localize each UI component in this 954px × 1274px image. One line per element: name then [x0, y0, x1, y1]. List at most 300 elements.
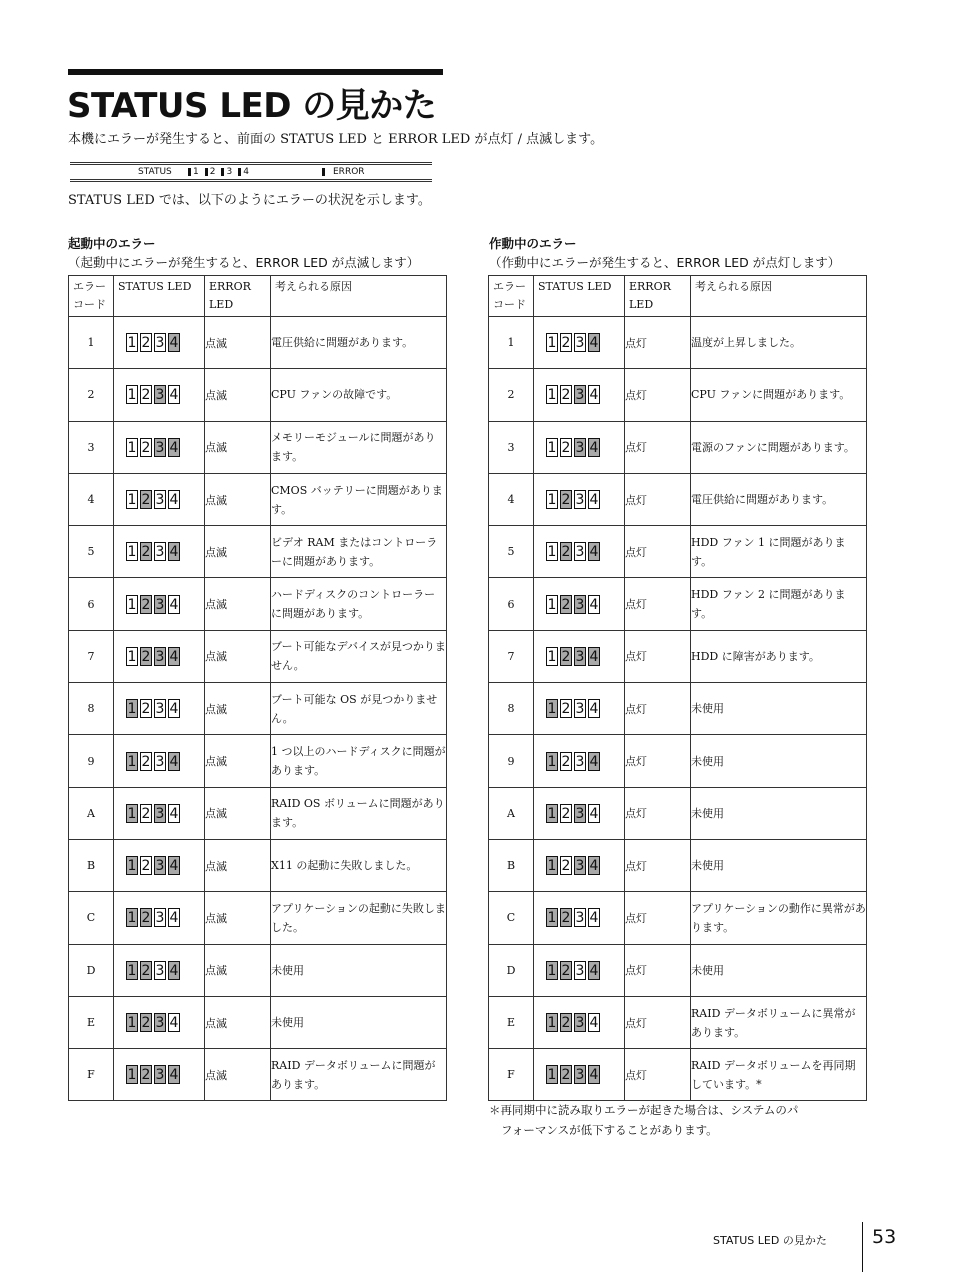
header-code: エラー コード	[69, 276, 114, 317]
led-1-on: 1	[127, 753, 137, 770]
led-4-on: 4	[589, 753, 599, 770]
error-led-state: 点滅	[205, 839, 271, 891]
led-set	[546, 804, 624, 823]
error-led-state: 点滅	[205, 892, 271, 944]
panel-status-label: STATUS	[138, 167, 172, 177]
led-set	[126, 961, 204, 980]
error-code: 4	[69, 473, 114, 525]
error-led-state: 点灯	[625, 839, 691, 891]
error-cause: メモリーモジュールに問題があります。	[271, 421, 447, 473]
led-3-off: 3	[575, 701, 585, 718]
status-led-pattern	[114, 944, 205, 996]
panel-led-4: 4	[238, 167, 249, 177]
header-cause: 考えられる原因	[271, 276, 447, 317]
header-code: エラー コード	[489, 276, 534, 317]
led-1-off: 1	[127, 544, 137, 561]
led-1-off: 1	[547, 439, 557, 456]
status-led-pattern	[114, 839, 205, 891]
led-1-on: 1	[127, 962, 137, 979]
led-4-off: 4	[169, 492, 179, 509]
table-row	[69, 735, 447, 787]
led-4-on: 4	[169, 544, 179, 561]
error-cause: HDD ファン 2 に問題があります。	[691, 578, 867, 630]
panel-led-3: 3	[221, 167, 232, 177]
panel-error-label: ERROR	[333, 167, 365, 177]
error-led-state: 点灯	[625, 735, 691, 787]
led-3-off: 3	[155, 962, 165, 979]
led-set	[126, 385, 204, 404]
title-rule	[68, 69, 443, 75]
table-row	[489, 473, 867, 525]
led-set	[126, 752, 204, 771]
error-cause: 未使用	[691, 735, 867, 787]
led-set	[546, 595, 624, 614]
error-cause: RAID OS ボリュームに問題があります。	[271, 787, 447, 839]
table-row	[69, 369, 447, 421]
error-code: 9	[69, 735, 114, 787]
led-4-on: 4	[589, 962, 599, 979]
led-2-off: 2	[561, 858, 571, 875]
led-1-on: 1	[547, 962, 557, 979]
led-1-off: 1	[127, 335, 137, 352]
header-error-led: ERROR LED	[625, 276, 691, 317]
error-code: 3	[489, 421, 534, 473]
error-cause: RAID データボリュームに異常があります。	[691, 996, 867, 1048]
panel-led-2: 2	[205, 167, 216, 177]
table-row	[69, 944, 447, 996]
table-row	[489, 944, 867, 996]
led-set	[126, 333, 204, 352]
panel-led-group	[188, 167, 249, 177]
status-led-pattern	[114, 892, 205, 944]
led-2-off: 2	[141, 701, 151, 718]
led-3-on: 3	[155, 596, 165, 613]
led-4-on: 4	[589, 544, 599, 561]
led-2-off: 2	[141, 387, 151, 404]
led-4-off: 4	[169, 805, 179, 822]
table-row	[69, 892, 447, 944]
led-3-on: 3	[155, 858, 165, 875]
error-led-state: 点滅	[205, 787, 271, 839]
led-1-on: 1	[547, 753, 557, 770]
led-1-off: 1	[127, 596, 137, 613]
table-row	[489, 421, 867, 473]
led-1-off: 1	[547, 387, 557, 404]
status-led-pattern	[114, 683, 205, 735]
led-1-on: 1	[547, 701, 557, 718]
error-cause: CPU ファンに問題があります。	[691, 369, 867, 421]
led-set	[126, 804, 204, 823]
run-error-table	[488, 275, 867, 1101]
led-set	[126, 699, 204, 718]
header-status-led: STATUS LED	[534, 276, 625, 317]
led-1-on: 1	[547, 1015, 557, 1031]
led-4-off: 4	[169, 910, 179, 927]
led-set	[546, 333, 624, 352]
led-4-off: 4	[169, 701, 179, 718]
error-cause: 未使用	[691, 944, 867, 996]
error-code: 8	[69, 683, 114, 735]
led-2-on: 2	[561, 492, 571, 509]
table-row	[489, 369, 867, 421]
error-code: E	[69, 996, 114, 1048]
led-4-on: 4	[589, 1067, 599, 1084]
led-2-on: 2	[141, 544, 151, 561]
error-led-state: 点滅	[205, 1049, 271, 1101]
table-row	[69, 1049, 447, 1101]
error-led-state: 点灯	[625, 944, 691, 996]
table-row	[69, 578, 447, 630]
led-3-on: 3	[575, 1067, 585, 1084]
error-cause: ブート可能な OS が見つかりません。	[271, 683, 447, 735]
led-4-on: 4	[589, 858, 599, 875]
run-section-subtitle: （作動中にエラーが発生すると、ERROR LED が点灯します）	[489, 255, 841, 270]
table-row	[489, 578, 867, 630]
led-3-off: 3	[155, 910, 165, 927]
error-led-state: 点灯	[625, 892, 691, 944]
status-led-pattern	[534, 421, 625, 473]
error-code: B	[489, 839, 534, 891]
error-cause: CPU ファンの故障です。	[271, 369, 447, 421]
header-error-led: ERROR LED	[205, 276, 271, 317]
led-4-on: 4	[589, 439, 599, 456]
error-code: 7	[69, 630, 114, 682]
led-set	[546, 961, 624, 980]
status-led-pattern	[534, 683, 625, 735]
led-3-off: 3	[575, 544, 585, 561]
table-row	[489, 996, 867, 1048]
led-set	[126, 647, 204, 666]
led-2-off: 2	[561, 387, 571, 404]
led-2-off: 2	[141, 335, 151, 352]
led-set	[546, 542, 624, 561]
led-1-on: 1	[127, 1067, 137, 1084]
table-header-row	[69, 276, 447, 317]
led-1-on: 1	[547, 1067, 557, 1084]
status-led-pattern	[534, 473, 625, 525]
led-3-off: 3	[575, 335, 585, 352]
led-2-on: 2	[141, 648, 151, 665]
error-cause: ビデオ RAM またはコントローラーに問題があります。	[271, 526, 447, 578]
status-led-pattern	[114, 1049, 205, 1101]
led-1-off: 1	[547, 544, 557, 561]
error-cause: 温度が上昇しました。	[691, 317, 867, 369]
table-row	[489, 735, 867, 787]
error-cause: RAID データボリュームに問題があります。	[271, 1049, 447, 1101]
led-mark-icon	[221, 168, 224, 176]
boot-section-title: 起動中のエラー	[68, 236, 156, 251]
table-row	[69, 787, 447, 839]
error-led-state: 点滅	[205, 735, 271, 787]
error-led-state: 点灯	[625, 683, 691, 735]
error-code: 1	[489, 317, 534, 369]
led-2-off: 2	[561, 701, 571, 718]
error-cause: 未使用	[691, 787, 867, 839]
error-led-state: 点灯	[625, 996, 691, 1048]
led-1-off: 1	[547, 492, 557, 509]
status-led-pattern	[114, 578, 205, 630]
error-led-state: 点滅	[205, 317, 271, 369]
led-set	[546, 647, 624, 666]
error-cause: 電圧供給に問題があります。	[271, 317, 447, 369]
error-code: D	[69, 944, 114, 996]
error-cause: アプリケーションの動作に異常があります。	[691, 892, 867, 944]
error-code: 5	[69, 526, 114, 578]
error-code: 6	[69, 578, 114, 630]
error-cause: ブート可能なデバイスが見つかりません。	[271, 630, 447, 682]
status-led-pattern	[114, 317, 205, 369]
error-cause: 1 つ以上のハードディスクに問題があります。	[271, 735, 447, 787]
led-1-on: 1	[127, 701, 137, 718]
led-1-off: 1	[127, 439, 137, 456]
table-row	[489, 317, 867, 369]
status-led-pattern	[114, 735, 205, 787]
status-led-pattern	[534, 526, 625, 578]
led-1-on: 1	[127, 805, 137, 822]
led-2-on: 2	[561, 962, 571, 979]
led-mark-icon	[188, 168, 191, 176]
error-cause: HDD に障害があります。	[691, 630, 867, 682]
led-4-off: 4	[589, 596, 599, 613]
error-led-state: 点滅	[205, 369, 271, 421]
led-2-off: 2	[141, 805, 151, 822]
error-code: 3	[69, 421, 114, 473]
led-set	[546, 438, 624, 457]
led-3-off: 3	[155, 492, 165, 509]
led-3-on: 3	[155, 648, 165, 665]
led-3-on: 3	[155, 1015, 165, 1031]
led-set	[126, 595, 204, 614]
footer-section-label: STATUS LED の見かた	[713, 1234, 827, 1247]
error-cause: 未使用	[691, 683, 867, 735]
led-2-off: 2	[141, 753, 151, 770]
error-code: B	[69, 839, 114, 891]
error-cause: アプリケーションの起動に失敗しました。	[271, 892, 447, 944]
led-2-on: 2	[561, 648, 571, 665]
led-3-off: 3	[575, 492, 585, 509]
table-row	[489, 892, 867, 944]
error-code: 2	[489, 369, 534, 421]
led-4-on: 4	[169, 648, 179, 665]
led-1-on: 1	[547, 910, 557, 927]
led-4-off: 4	[169, 1015, 179, 1031]
status-led-pattern	[114, 369, 205, 421]
led-4-on: 4	[169, 1067, 179, 1084]
error-led-state: 点灯	[625, 317, 691, 369]
footnote: ＊再同期中に読み取りエラーが起きた場合は、システムのパ フォーマンスが低下することがあります。	[489, 1103, 799, 1137]
led-2-on: 2	[561, 1015, 571, 1031]
led-4-off: 4	[169, 387, 179, 404]
table-row	[69, 839, 447, 891]
table-row	[69, 526, 447, 578]
page-title: STATUS LED の見かた	[67, 86, 437, 126]
error-led-state: 点灯	[625, 526, 691, 578]
led-set	[546, 856, 624, 875]
error-led-state: 点滅	[205, 526, 271, 578]
led-4-off: 4	[589, 492, 599, 509]
error-code: 8	[489, 683, 534, 735]
front-panel-diagram	[70, 162, 432, 182]
led-1-off: 1	[127, 648, 137, 665]
led-set	[546, 908, 624, 927]
table-row	[69, 317, 447, 369]
led-1-on: 1	[547, 805, 557, 822]
led-4-off: 4	[589, 805, 599, 822]
led-3-off: 3	[575, 753, 585, 770]
led-set	[126, 908, 204, 927]
error-code: 9	[489, 735, 534, 787]
status-led-pattern	[114, 630, 205, 682]
status-led-pattern	[114, 526, 205, 578]
led-4-on: 4	[589, 648, 599, 665]
led-1-off: 1	[547, 596, 557, 613]
status-led-pattern	[534, 578, 625, 630]
status-led-pattern	[534, 1049, 625, 1101]
error-led-state: 点灯	[625, 473, 691, 525]
error-led-state: 点灯	[625, 787, 691, 839]
led-2-on: 2	[561, 1067, 571, 1084]
led-3-on: 3	[575, 805, 585, 822]
led-set	[126, 490, 204, 509]
error-cause: 未使用	[271, 996, 447, 1048]
table-row	[69, 630, 447, 682]
led-1-on: 1	[127, 1015, 137, 1031]
status-led-pattern	[534, 892, 625, 944]
led-set	[126, 1013, 204, 1032]
led-set	[546, 699, 624, 718]
error-led-state: 点滅	[205, 473, 271, 525]
error-code: F	[489, 1049, 534, 1101]
status-led-pattern	[114, 787, 205, 839]
led-3-on: 3	[575, 387, 585, 404]
led-1-on: 1	[127, 858, 137, 875]
led-3-on: 3	[155, 1067, 165, 1084]
led-3-on: 3	[155, 805, 165, 822]
error-cause: 電源のファンに問題があります。	[691, 421, 867, 473]
error-code: F	[69, 1049, 114, 1101]
table-row	[69, 996, 447, 1048]
table-row	[489, 839, 867, 891]
status-led-pattern	[534, 317, 625, 369]
header-cause: 考えられる原因	[691, 276, 867, 317]
led-3-off: 3	[155, 544, 165, 561]
status-led-pattern	[534, 944, 625, 996]
led-3-on: 3	[575, 858, 585, 875]
error-led-state: 点灯	[625, 369, 691, 421]
led-set	[546, 1013, 624, 1032]
table-row	[489, 630, 867, 682]
header-status-led: STATUS LED	[114, 276, 205, 317]
error-code: 6	[489, 578, 534, 630]
led-set	[546, 385, 624, 404]
led-2-on: 2	[141, 910, 151, 927]
status-led-pattern	[534, 996, 625, 1048]
status-led-pattern	[534, 735, 625, 787]
led-1-off: 1	[127, 387, 137, 404]
led-3-on: 3	[575, 1015, 585, 1031]
table-header-row	[489, 276, 867, 317]
error-cause: 電圧供給に問題があります。	[691, 473, 867, 525]
led-1-on: 1	[127, 910, 137, 927]
error-code: 7	[489, 630, 534, 682]
led-4-on: 4	[169, 753, 179, 770]
led-2-off: 2	[561, 335, 571, 352]
led-2-on: 2	[141, 1015, 151, 1031]
led-4-off: 4	[589, 387, 599, 404]
error-led-state: 点灯	[625, 630, 691, 682]
table-row	[489, 683, 867, 735]
led-4-on: 4	[169, 335, 179, 352]
error-code: 4	[489, 473, 534, 525]
led-mark-icon	[205, 168, 208, 176]
led-1-off: 1	[547, 648, 557, 665]
error-led-state: 点滅	[205, 578, 271, 630]
led-4-off: 4	[589, 701, 599, 718]
error-cause: 未使用	[271, 944, 447, 996]
status-led-pattern	[114, 421, 205, 473]
error-code: E	[489, 996, 534, 1048]
led-3-off: 3	[155, 335, 165, 352]
error-cause: 未使用	[691, 839, 867, 891]
error-cause: CMOS バッテリーに問題があります。	[271, 473, 447, 525]
led-4-off: 4	[589, 1015, 599, 1031]
table-row	[69, 421, 447, 473]
led-2-on: 2	[141, 1067, 151, 1084]
led-set	[546, 752, 624, 771]
led-3-on: 3	[155, 439, 165, 456]
panel-error-led	[322, 167, 365, 177]
table-row	[69, 683, 447, 735]
led-set	[126, 856, 204, 875]
led-3-on: 3	[575, 439, 585, 456]
error-led-state: 点滅	[205, 630, 271, 682]
led-set	[126, 542, 204, 561]
error-code: A	[69, 787, 114, 839]
led-4-on: 4	[169, 962, 179, 979]
led-2-on: 2	[141, 962, 151, 979]
led-2-off: 2	[561, 805, 571, 822]
error-code: C	[69, 892, 114, 944]
error-led-state: 点灯	[625, 578, 691, 630]
panel-led-1: 1	[188, 167, 199, 177]
intro-text: 本機にエラーが発生すると、前面の STATUS LED と ERROR LED が点灯 / 点滅します。	[68, 132, 604, 147]
led-2-off: 2	[561, 439, 571, 456]
run-section-title: 作動中のエラー	[489, 236, 577, 251]
led-3-off: 3	[575, 962, 585, 979]
led-4-off: 4	[169, 596, 179, 613]
error-led-state: 点滅	[205, 944, 271, 996]
status-led-pattern	[114, 996, 205, 1048]
led-set	[546, 490, 624, 509]
led-4-on: 4	[169, 439, 179, 456]
status-led-pattern	[534, 369, 625, 421]
error-led-state: 点滅	[205, 421, 271, 473]
led-2-on: 2	[141, 492, 151, 509]
led-3-on: 3	[575, 648, 585, 665]
error-code: 5	[489, 526, 534, 578]
description-text: STATUS LED では、以下のようにエラーの状況を示します。	[68, 193, 431, 208]
table-row	[489, 526, 867, 578]
led-set	[126, 1065, 204, 1084]
table-row	[69, 473, 447, 525]
led-2-off: 2	[141, 439, 151, 456]
table-row	[489, 1049, 867, 1101]
error-led-state: 点滅	[205, 683, 271, 735]
led-3-off: 3	[155, 701, 165, 718]
led-1-off: 1	[547, 335, 557, 352]
led-4-on: 4	[589, 335, 599, 352]
led-1-on: 1	[547, 858, 557, 875]
